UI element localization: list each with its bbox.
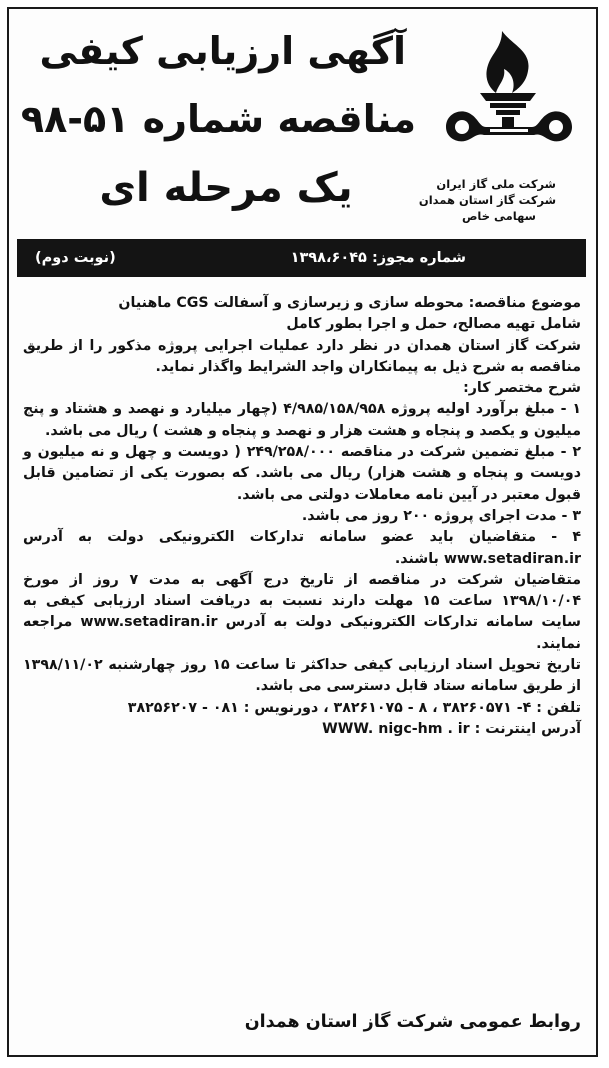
permit-number: شماره مجوز: ۱۳۹۸،۶۰۴۵ [290,250,466,266]
notice-info-bar [17,239,586,277]
item-estimate: ۱ - مبلغ برآورد اولیه پروژه ۴/۹۸۵/۱۵۸/۹۵۸ (چهار میلیارد و نهصد و هشتاد و پنج میلیون و یکصد و پنجاه و هشت هزار و نهصد و پنجاه و هشت ) ریال می باشد. [23,401,581,439]
item-duration: ۳ - مدت اجرای پروژه ۲۰۰ روز می باشد. [301,507,581,524]
summary-heading: شرح مختصر کار: [463,380,581,397]
subject-line-2: شامل تهیه مصالح، حمل و اجرا بطور کامل [286,316,581,333]
company-type: سهامی خاص [461,209,536,223]
subject-line-1: موضوع مناقصه: محوطه سازی و زیرسازی و آسفالت CGS ماهنیان [118,295,581,311]
title-line-2: مناقصه شماره ۵۱-۹۸ [20,97,416,141]
item-guarantee: ۲ - مبلغ تضمین شرکت در مناقصه ۲۴۹/۲۵۸/۰۰۰ ( دویست و چهل و نه میلیون و دویست و پنجاه و هشت هزار) ریال می باشد. که بصورت یکی از تضامین قابل قبول معتبر در آیین نامه معاملات دولتی می باشد. [23,444,581,503]
document-receipt-paragraph [23,570,581,655]
website-line [23,719,581,740]
advertisement-frame [7,7,598,1057]
document-receipt-text: متقاضیان شرکت در مناقصه از تاریخ درج آگهی به مدت ۷ روز از مورخ ۱۳۹۸/۱۰/۰۴ ساعت ۱۵ مهلت دارند نسبت به دریافت اسناد ارزیابی کیفی به سایت سامانه تدارکات الکترونیکی دولت به آدرس [23,571,582,631]
document-receipt-tail: مراجعه نمایند. [23,614,581,652]
company-name-nigc: شرکت ملی گاز ایران [436,177,556,191]
setadiran-link[interactable]: www.setadiran.ir [443,550,581,567]
title-line-3: یک مرحله ای [99,165,353,211]
company-name-hamedan: شرکت گاز استان همدان [418,193,556,207]
website-link[interactable]: WWW. nigc-hm . ir [322,720,470,737]
title-line-1: آگهی ارزیابی کیفی [39,29,406,73]
item-membership-text: ۴ - متقاضیان باید عضو سامانه تدارکات الکترونیکی دولت به آدرس [23,529,581,546]
item-membership-tail: باشند. [394,550,439,567]
nigc-flame-logo-icon [440,27,578,155]
contact-phones: تلفن : ۴- ۳۸۲۶۰۵۷۱ ، ۸ - ۳۸۲۶۱۰۷۵ ، دورنویس : ۰۸۱ - ۳۸۲۵۶۲۰۷ [127,699,581,716]
public-relations-signature: روابط عمومی شرکت گاز استان همدان [244,1012,581,1032]
setadiran-link-2[interactable]: www.setadiran.ir [80,614,218,631]
intro-paragraph: شرکت گاز استان همدان در نظر دارد عملیات اجرایی پروژه مذکور را از طریق مناقصه به شرح ذیل به پیمانکاران واجد الشرایط واگذار نماید. [23,337,581,375]
advertisement-header [9,9,596,261]
publication-round: (نوبت دوم) [35,250,116,266]
item-membership [23,527,581,570]
advertisement-body [23,293,581,740]
website-label: آدرس اینترنت : [474,720,581,737]
submission-deadline-paragraph: تاریخ تحویل اسناد ارزیابی کیفی حداکثر تا ساعت ۱۵ روز چهارشنبه ۱۳۹۸/۱۱/۰۲ از طریق سامانه ستاد قابل دسترسی می باشد. [23,657,581,695]
